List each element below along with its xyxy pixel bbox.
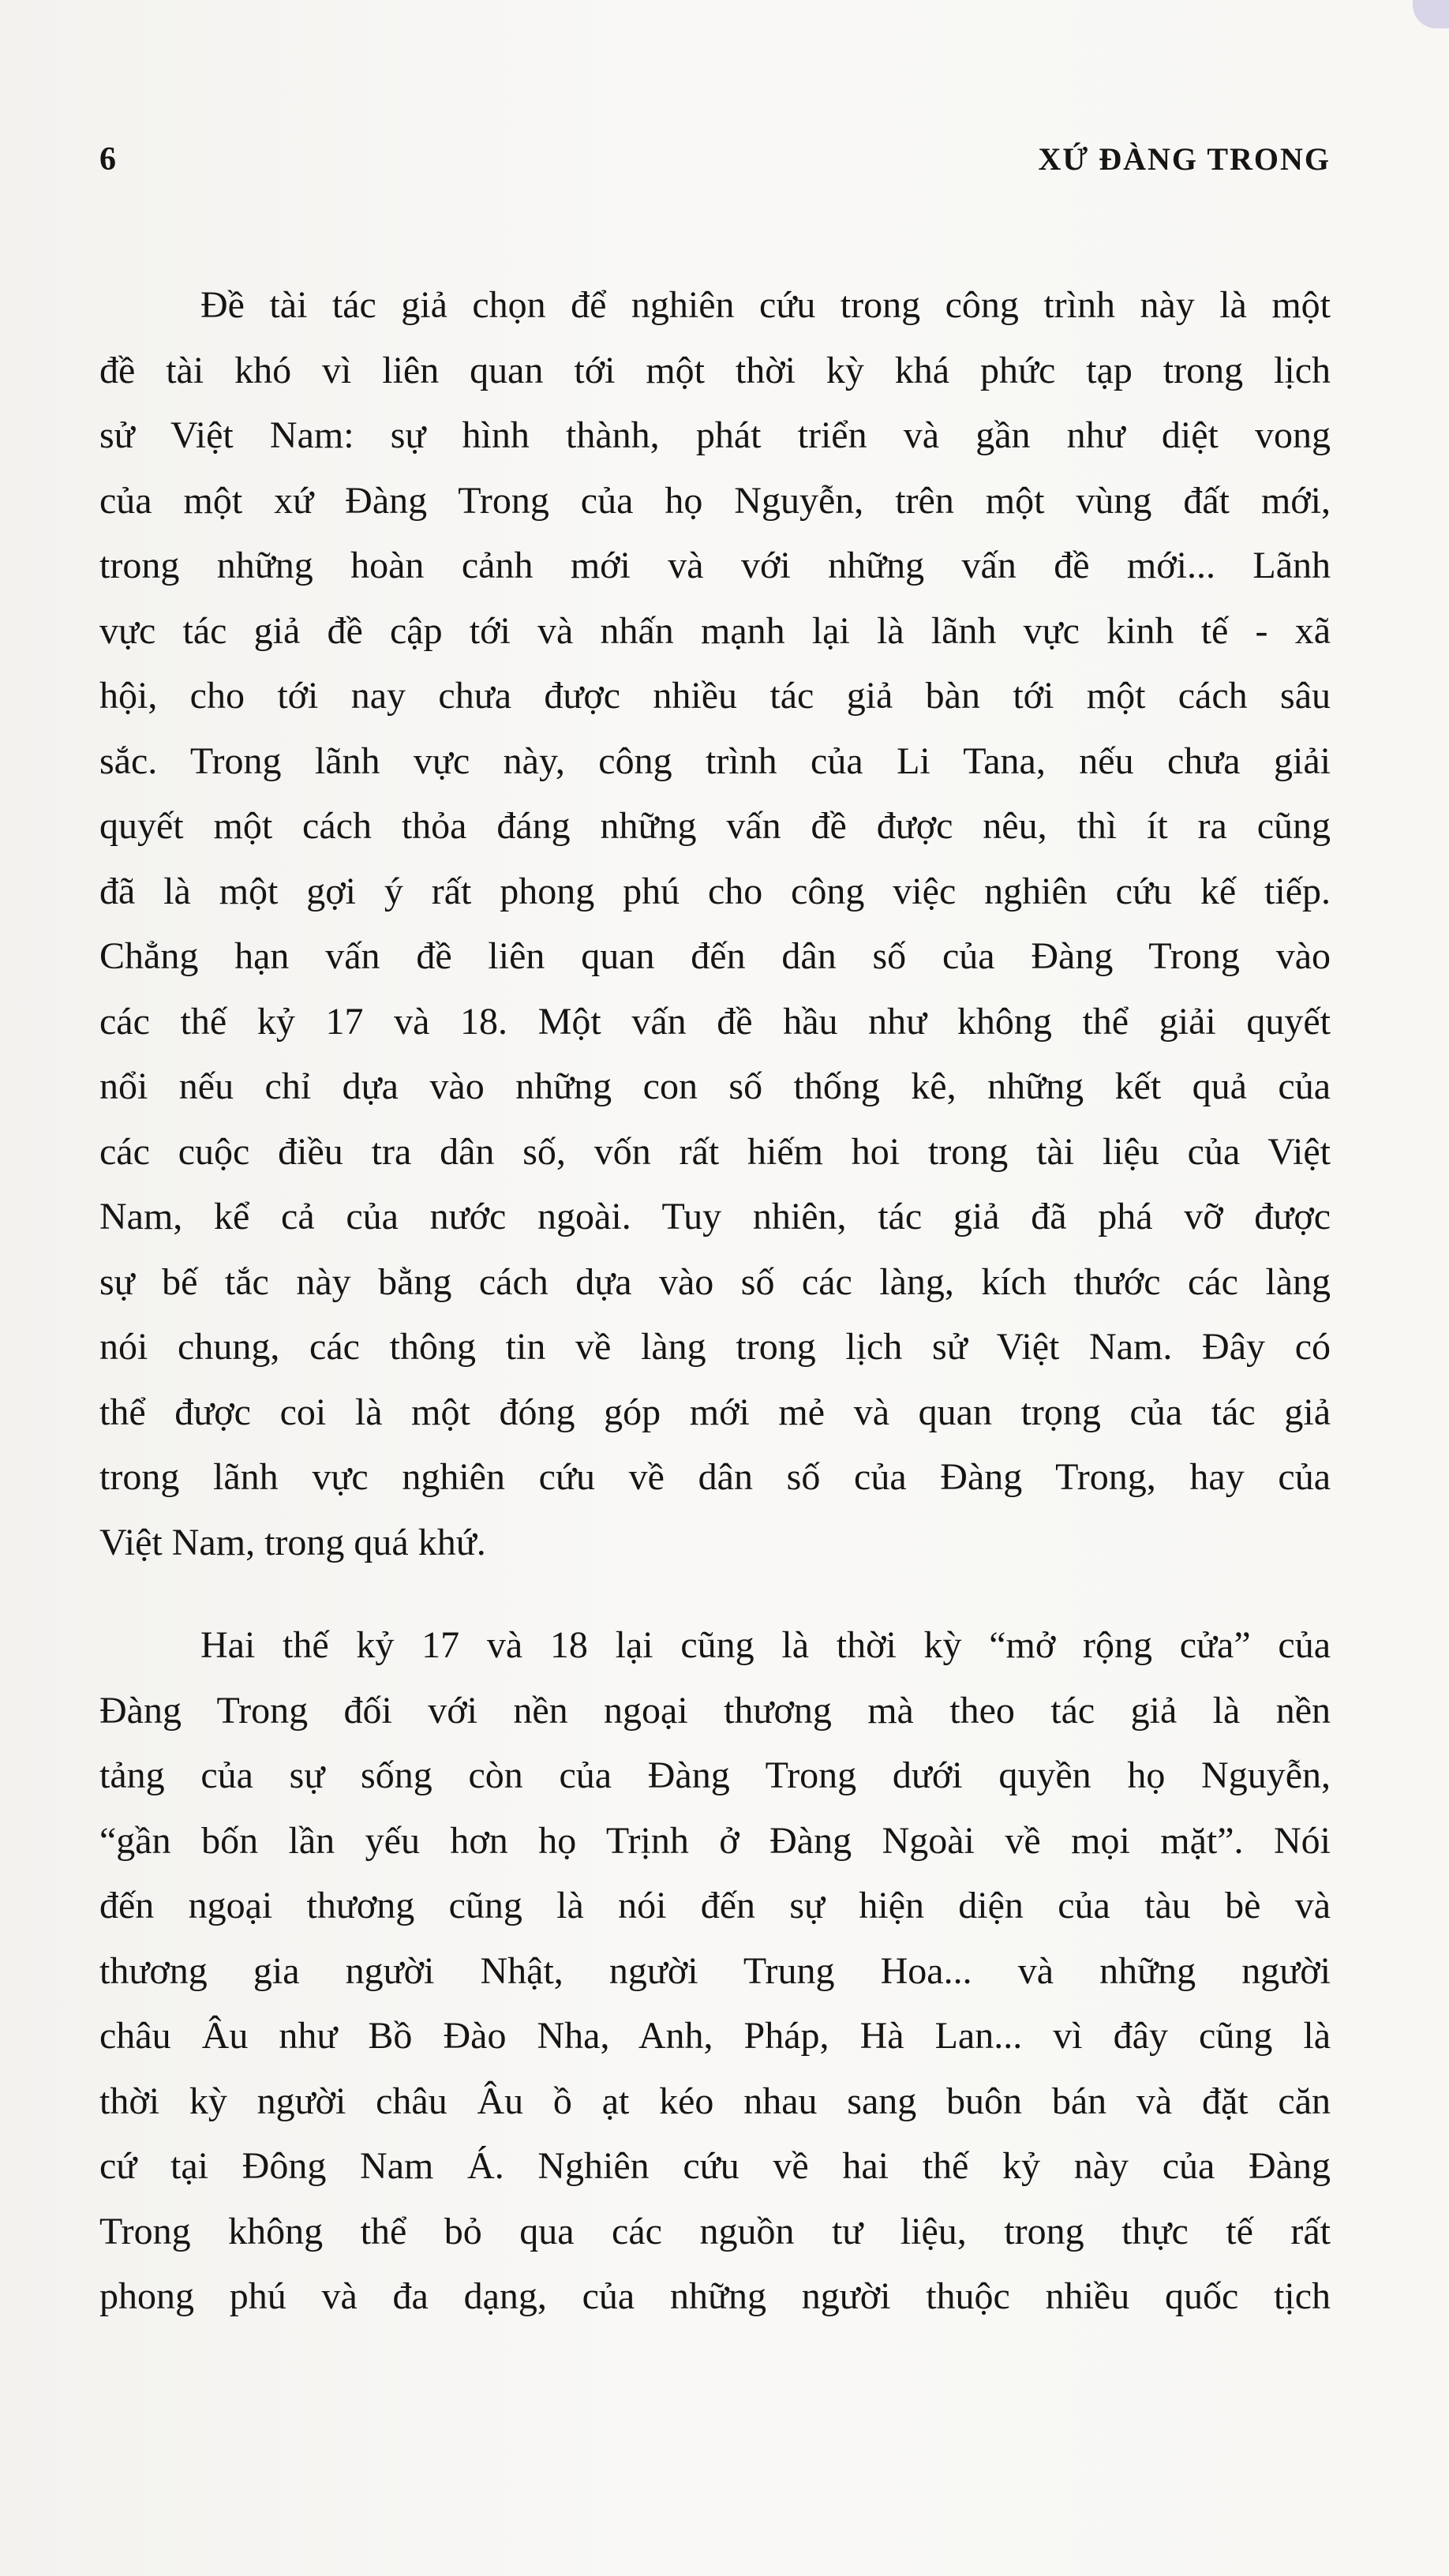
text-line: sự bế tắc này bằng cách dựa vào số các làng, kích thước các làng (99, 1260, 1331, 1303)
text-line: trong những hoàn cảnh mới và với những vấn đề mới... Lãnh (99, 545, 1331, 586)
text-line: sử Việt Nam: sự hình thành, phát triển và gần như diệt vong (99, 414, 1331, 456)
text-line: quyết một cách thỏa đáng những vấn đề được nêu, thì ít ra cũng (99, 805, 1331, 847)
text-line: thương gia người Nhật, người Trung Hoa... và những người (99, 1949, 1331, 1992)
text-line: đã là một gợi ý rất phong phú cho công việc nghiên cứu kế tiếp. (99, 870, 1331, 912)
text-line: đề tài khó vì liên quan tới một thời kỳ khá phức tạp trong lịch (99, 349, 1331, 391)
text-line: Nam, kể cả của nước ngoài. Tuy nhiên, tác giả đã phá vỡ được (99, 1196, 1331, 1237)
paragraph-spacer (99, 1575, 1331, 1613)
text-line: sắc. Trong lãnh vực này, công trình của Li Tana, nếu chưa giải (99, 739, 1331, 782)
running-title: XỨ ĐÀNG TRONG (1038, 141, 1331, 177)
text-line: tảng của sự sống còn của Đàng Trong dưới quyền họ Nguyễn, (99, 1754, 1331, 1796)
page-number: 6 (99, 141, 116, 178)
text-line: các thế kỷ 17 và 18. Một vấn đề hầu như không thể giải quyết (99, 1000, 1331, 1043)
text-line: nói chung, các thông tin về làng trong lịch sử Việt Nam. Đây có (99, 1326, 1331, 1368)
text-line: vực tác giả đề cập tới và nhấn mạnh lại là lãnh vực kinh tế - xã (99, 609, 1331, 652)
text-line: Trong không thể bỏ qua các nguồn tư liệu, trong thực tế rất (99, 2210, 1331, 2252)
text-line: Việt Nam, trong quá khứ. (99, 1521, 486, 1563)
text-line: đến ngoại thương cũng là nói đến sự hiện diện của tàu bè và (99, 1885, 1331, 1926)
text-line: phong phú và đa dạng, của những người thuộc nhiều quốc tịch (99, 2275, 1331, 2317)
text-line: châu Âu như Bồ Đào Nha, Anh, Pháp, Hà Lan... vì đây cũng là (99, 2015, 1331, 2057)
text-line: cứ tại Đông Nam Á. Nghiên cứu về hai thế kỷ này của Đàng (99, 2145, 1331, 2187)
text-line: Đề tài tác giả chọn để nghiên cứu trong công trình này là một (200, 284, 1331, 326)
page-header (99, 136, 1331, 183)
text-line: của một xứ Đàng Trong của họ Nguyễn, trên một vùng đất mới, (99, 479, 1331, 522)
text-line: trong lãnh vực nghiên cứu về dân số của Đàng Trong, hay của (99, 1456, 1331, 1498)
text-line: Đàng Trong đối với nền ngoại thương mà theo tác giả là nền (99, 1689, 1331, 1732)
text-line: các cuộc điều tra dân số, vốn rất hiếm hoi trong tài liệu của Việt (99, 1130, 1331, 1173)
page-corner-tab (1413, 0, 1449, 28)
text-line: nổi nếu chỉ dựa vào những con số thống kê, những kết quả của (99, 1065, 1331, 1107)
text-line: thời kỳ người châu Âu ồ ạt kéo nhau sang buôn bán và đặt căn (99, 2080, 1331, 2122)
text-line: “gần bốn lần yếu hơn họ Trịnh ở Đàng Ngoài về mọi mặt”. Nói (99, 1819, 1331, 1862)
text-line: Chẳng hạn vấn đề liên quan đến dân số của Đàng Trong vào (99, 935, 1331, 977)
text-line: hội, cho tới nay chưa được nhiều tác giả bàn tới một cách sâu (99, 675, 1331, 717)
paragraph-2 (99, 1613, 1331, 2330)
paragraph-1 (99, 273, 1331, 1575)
text-line: thể được coi là một đóng góp mới mẻ và quan trọng của tác giả (99, 1391, 1331, 1433)
text-line: Hai thế kỷ 17 và 18 lại cũng là thời kỳ “mở rộng cửa” của (200, 1624, 1331, 1666)
body-text (99, 273, 1331, 2330)
